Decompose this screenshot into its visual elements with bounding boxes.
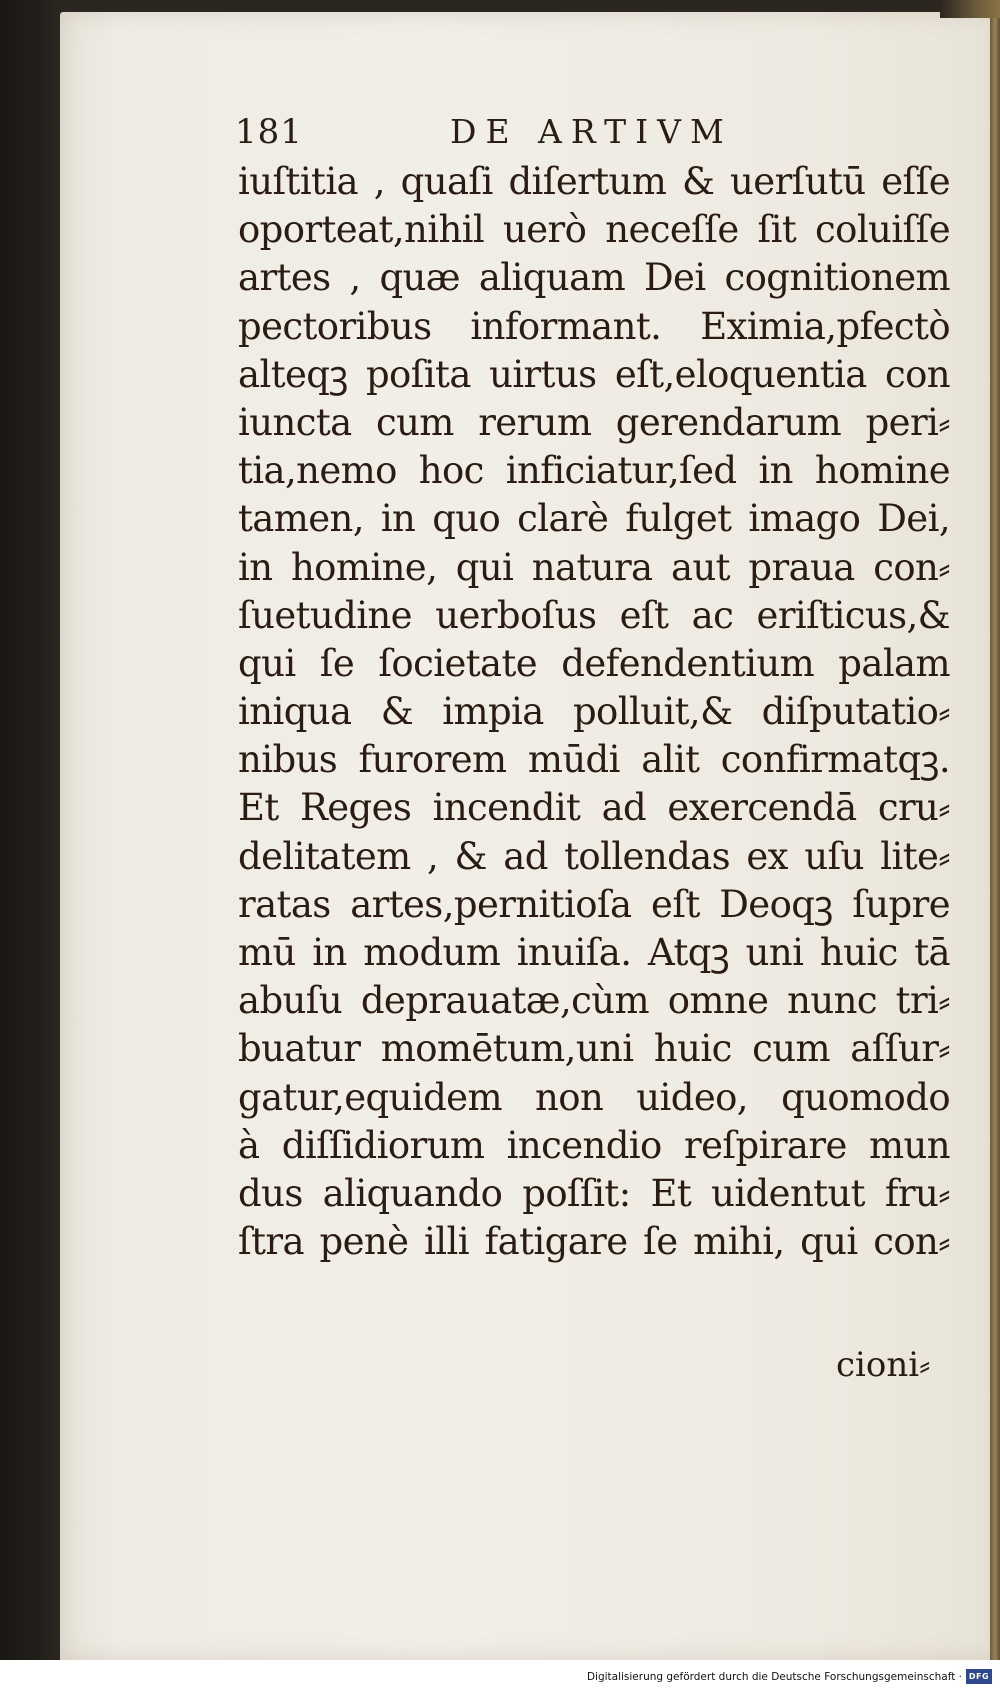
page-number: 181 (235, 112, 303, 152)
text-line: ratas artes,pernitioſa eſt Deoqꝫ ſupre (238, 882, 950, 926)
text-line: abuſu deprauatæ,cùm omne nunc tri⸗ (238, 979, 950, 1023)
text-line: alteqꝫ poſita uirtus eſt,eloquentia con (238, 352, 950, 396)
text-line: à diſſidiorum incendio reſpirare mun (238, 1123, 950, 1167)
text-line: ſuetudine uerboſus eſt ac eriſticus,& (238, 593, 950, 637)
text-line: delitatem , & ad tollendas ex uſu lite⸗ (238, 834, 950, 878)
text-line: in homine, qui natura aut praua con⸗ (238, 545, 950, 589)
funding-credit: Digitalisierung gefördert durch die Deutsche Forschungsgemeinschaft · (586, 1671, 962, 1683)
page-edge (990, 0, 1000, 1660)
dfg-logo-icon: DFG (966, 1669, 992, 1684)
running-title: DE ARTIVM (450, 112, 733, 151)
text-line: ſtra penè illi fatigare ſe mihi, qui con⸗ (238, 1220, 950, 1264)
text-line: tia,nemo hoc inficiatur,ſed in homine (238, 449, 950, 493)
text-line: nibus furorem mūdi alit confirmatqꝫ. (238, 738, 950, 782)
text-line: Et Reges incendit ad exercendā cru⸗ (238, 786, 950, 830)
binding-corner (940, 0, 1000, 18)
body-text (238, 158, 950, 1266)
text-line: pectoribus informant. Eximia,pfectò (238, 304, 950, 348)
text-line: iuſtitia , quaſi diſertum & uerſutū eſſe (238, 160, 950, 203)
text-line: buatur momētum,uni huic cum aſſur⸗ (238, 1027, 950, 1071)
text-line: dus aliquando poſſit: Et uidentut fru⸗ (238, 1171, 950, 1215)
text-line: iniqua & impia polluit,& diſputatio⸗ (238, 690, 950, 734)
text-line: gatur,equidem non uideo, quomodo (238, 1075, 950, 1119)
running-head (235, 112, 775, 156)
text-line: oporteat,nihil uerò neceſſe ſit coluiſſe (238, 208, 950, 252)
catchword: cioni⸗ (836, 1345, 931, 1385)
text-line: tamen, in quo clarè fulget imago Dei, (238, 497, 950, 541)
footer-bar (0, 1660, 1000, 1693)
text-line: artes , quæ aliquam Dei cognitionem (238, 256, 950, 300)
text-line: iuncta cum rerum gerendarum peri⸗ (238, 400, 950, 444)
text-line: qui ſe ſocietate defendentium palam (238, 641, 950, 685)
text-line: mū in modum inuiſa. Atqꝫ uni huic tā (238, 931, 950, 974)
